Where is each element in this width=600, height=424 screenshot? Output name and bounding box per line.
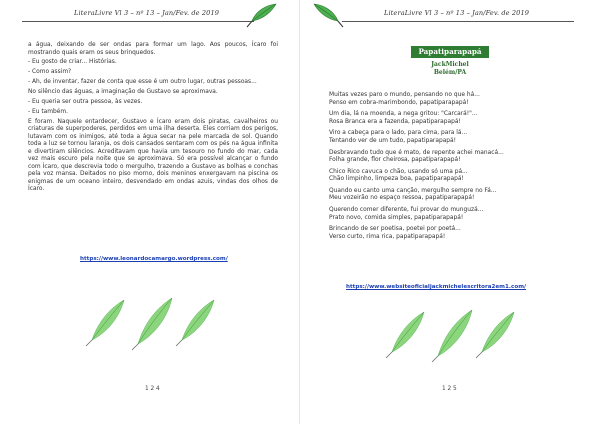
paragraph: No silêncio das águas, a imaginação de Gustavo se aproximava. <box>28 89 218 96</box>
poem-line: Muitas vezes paro o mundo, pensando no que há... <box>329 92 480 98</box>
poem-line: Penso em cobra-marimbondo, papatiparapapá! <box>329 99 469 106</box>
feather-icon <box>244 3 278 29</box>
header-text: LiteraLivre Vl 3 – nº 13 – Jan/Fev. de 2019 <box>384 9 530 17</box>
page-number: 1 2 5 <box>442 386 457 392</box>
author-website-link[interactable]: https://www.websiteoficialjackmichelescritora2em1.com/ <box>346 284 527 290</box>
poem-stanza <box>329 92 569 107</box>
feather-icon <box>312 3 346 29</box>
paragraph: - Como assim? <box>28 69 72 76</box>
paragraph: - Eu também. <box>28 108 68 115</box>
poem-line: Viro a cabeça para o lado, para cima, para lá... <box>329 130 468 137</box>
paragraph: - Eu queria ser outra pessoa, às vezes. <box>28 98 143 105</box>
poem-line: Brincando de ser poetisa, poetei por poetá... <box>329 226 461 233</box>
left-body-text <box>28 42 278 196</box>
paragraph: E foram. Naquele entardecer, Gustavo e Ícaro eram dois piratas, cavalheiros ou criaturas de superpoderes, perdidos em uma ilha deserta. Eles corriam dos perigos, lutavam com os inimigos, até toda a água secar na pele marcada de sol. Quando toda a luz se tornou laranja, os dois cansados sentaram com os pés na água infinita e divertiram silêncios. Acreditavam que havia um tesouro no fundo do mar, cada vez mais escuro pela noite que se aproximava. Só era possível alcançar o fundo com Ícaro, que descrevia todo o mergulho, trazendo a Gustavo as bolhas e conchas pela voz mansa. Deitados no piso morno, dois meninos enxergavam na piscina os enigmas de um oceano inteiro, desvendado em ondas azuis, vindas dos olhos de Ícaro. <box>28 118 278 193</box>
author-website-link[interactable]: https://www.leonardocamargo.wordpress.com/ <box>80 256 228 262</box>
poem-line: Um dia, lá na moenda, a nega gritou: "Carcará!"... <box>329 111 478 118</box>
poem-stanza <box>329 188 569 203</box>
poem-line: Folha grande, flor cheirosa, papatiparapapá! <box>329 157 461 164</box>
paragraph: - Ah, de inventar, fazer de conta que esse é um outro lugar, outras pessoas... <box>28 79 257 86</box>
poem-body <box>329 92 569 246</box>
paragraph: a água, deixando de ser ondas para formar um lago. Aos poucos, Ícaro foi mostrando quais eram os seus brinquedos. <box>28 42 278 56</box>
poem-line: Querendo comer diferente, fui provar do munguzá... <box>329 207 484 214</box>
poem-line: Meu vozeirão no espaço ressoa, papatiparapapá! <box>329 195 475 202</box>
poem-line: Chico Rico cavuca o chão, usando só uma pá... <box>329 168 468 175</box>
poem-title: Papatiparapapá <box>411 46 489 58</box>
poem-line: Quando eu canto uma canção, mergulho sempre no Fá... <box>329 187 497 194</box>
poem-stanza <box>329 130 569 145</box>
poem-stanza <box>329 111 569 126</box>
feather-decoration-icon <box>80 294 220 352</box>
author-name: JackMichel <box>431 61 469 68</box>
poem-line: Verso curto, rima rica, papatiparapapá! <box>329 233 446 240</box>
poem-line: Desbravando tudo que é mato, de repente achei manacá... <box>329 149 504 156</box>
header-rule <box>22 21 254 22</box>
paragraph: - Eu gosto de criar... Histórias. <box>28 59 117 66</box>
feather-decoration-icon <box>380 306 520 364</box>
poem-line: Rosa Branca era a fazenda, papatiparapapá! <box>329 118 461 125</box>
poem-stanza <box>329 207 569 222</box>
author-place: Belém/PA <box>433 69 467 76</box>
poem-line: Tentando ver de um tudo, papatiparapapá! <box>329 137 457 144</box>
header-text: LiteraLivre Vl 3 – nº 13 – Jan/Fev. de 2019 <box>74 9 220 17</box>
page-number: 1 2 4 <box>145 386 160 392</box>
poem-stanza <box>329 169 569 184</box>
poem-line: Prato novo, comida simples, papatiparapapá! <box>329 214 464 221</box>
poem-stanza <box>329 150 569 165</box>
poem-stanza <box>329 226 569 241</box>
header-rule <box>342 21 574 22</box>
poem-line: Chão limpinho, limpeza boa, papatiparapapá! <box>329 176 464 183</box>
